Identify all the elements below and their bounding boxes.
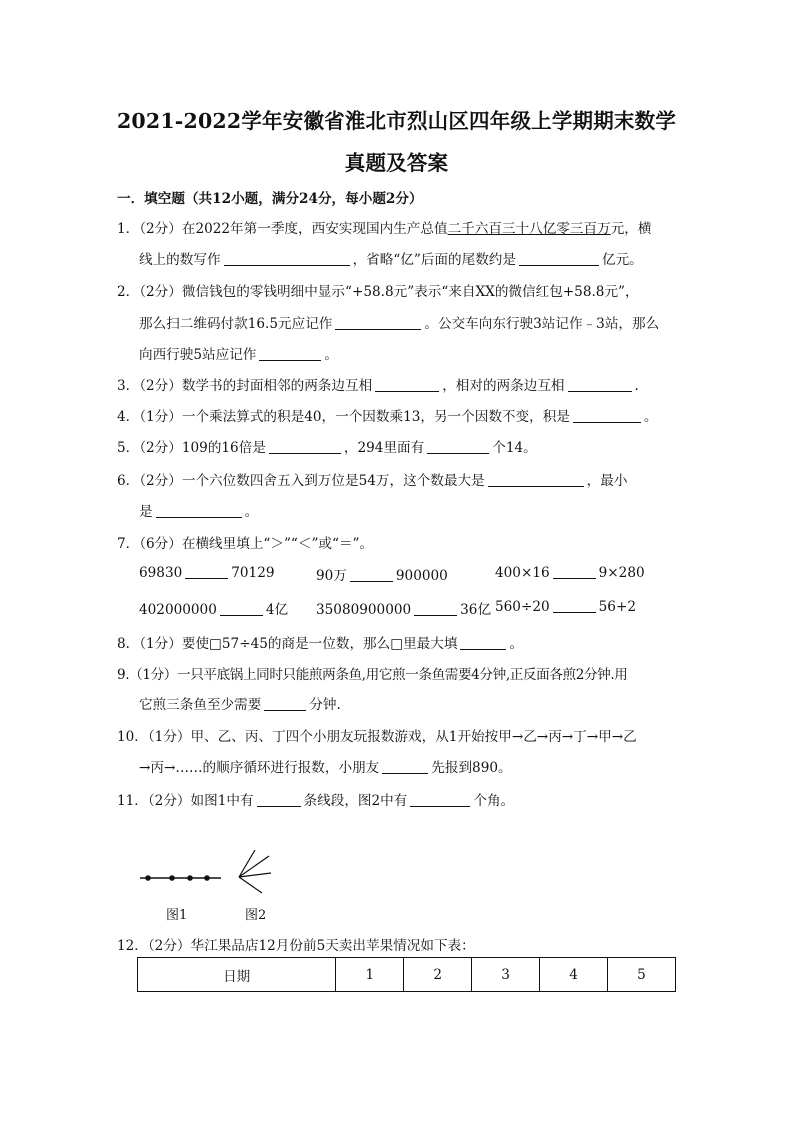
right-operand: 56+2 <box>598 599 636 615</box>
table-header-cell: 1 <box>336 958 404 992</box>
right-operand: 9×280 <box>598 565 645 581</box>
question-text: ，相对的两条边互相 <box>442 378 565 394</box>
question-text: 先报到890。 <box>431 760 512 776</box>
question-text: 11．（2分）如图1中有 <box>117 793 254 809</box>
question-text: . <box>634 378 639 394</box>
question-text: →丙→……的顺序循环进行报数，小朋友 <box>139 760 380 776</box>
table-header-cell: 3 <box>472 958 540 992</box>
page-title-line2: 真题及答案 <box>344 151 449 175</box>
page-title-line1: 2021-2022学年安徽省淮北市烈山区四年级上学期期末数学 <box>116 109 677 133</box>
left-operand: 90万 <box>316 568 347 584</box>
question-text: 元，横 <box>610 221 652 237</box>
segment-point <box>145 875 151 881</box>
question-text: 4．（1分）一个乘法算式的积是40，一个因数乘13，另一个因数不变，积是 <box>117 409 570 425</box>
question-text: 那么扫二维码付款16.5元应记作 <box>139 316 333 332</box>
figure-1-label: 图1 <box>166 908 188 923</box>
question-text: ，294里面有 <box>343 440 425 456</box>
segment-point <box>187 875 193 881</box>
figure-2-angles <box>239 850 271 893</box>
question-7: 7．（6分）在横线里填上“＞”“＜”或“＝”。 <box>117 536 374 552</box>
question-text: 条线段，图2中有 <box>303 793 408 809</box>
table-header-cell: 5 <box>608 958 676 992</box>
question-text: 。 <box>509 636 524 652</box>
table-header-cell: 4 <box>540 958 608 992</box>
question-text: 它煎三条鱼至少需要 <box>139 697 262 713</box>
table-row <box>138 958 676 992</box>
table-header-cell: 2 <box>404 958 472 992</box>
right-operand: 70129 <box>231 565 275 581</box>
right-operand: 900000 <box>395 568 448 584</box>
segment-point <box>169 875 175 881</box>
question-10-line1: 10．（1分）甲、乙、丙、丁四个小朋友玩报数游戏，从1开始按甲→乙→丙→丁→甲→乙 <box>117 729 637 745</box>
question-9-line1: 9.（1分）一只平底锅上同时只能煎两条鱼,用它煎一条鱼需要4分钟,正反面各煎2分钟.用 <box>117 667 628 683</box>
left-operand: 35080900000 <box>316 602 412 618</box>
table-header-cell: 日期 <box>138 958 336 992</box>
question-text: 8．（1分）要使□57÷45的商是一位数，那么□里最大填 <box>117 636 458 652</box>
question-text: 。 <box>643 409 658 425</box>
right-operand: 4亿 <box>265 602 289 618</box>
right-operand: 36亿 <box>460 602 492 618</box>
question-text: 个角。 <box>473 793 515 809</box>
underlined-text: 二千六百三十八亿零三百万 <box>447 221 611 237</box>
question-text: 是 <box>139 504 153 520</box>
left-operand: 69830 <box>139 565 183 581</box>
question-12: 12．（2分）华江果品店12月份前5天卖出苹果情况如下表： <box>117 938 475 954</box>
segment-point <box>204 875 210 881</box>
question-text: ，省略“亿”后面的尾数约是 <box>352 252 516 268</box>
left-operand: 560÷20 <box>495 599 550 615</box>
question-text: 。 <box>324 347 338 363</box>
question-text: ，最小 <box>586 473 628 489</box>
left-operand: 402000000 <box>139 602 217 618</box>
question-text: 线上的数写作 <box>139 252 221 268</box>
figure-2-label: 图2 <box>245 908 267 923</box>
question-text: 亿元。 <box>602 252 643 268</box>
question-text: 。公交车向东行驶3站记作﹣3站，那么 <box>424 316 660 332</box>
question-text: 分钟. <box>309 697 341 713</box>
question-text: 个14。 <box>492 440 537 456</box>
question-2-line1: 2．（2分）微信钱包的零钱明细中显示“+58.8元”表示“来自XX的微信红包+58.8元”， <box>117 284 639 300</box>
left-operand: 400×16 <box>495 565 550 581</box>
question-text: 3．（2分）数学书的封面相邻的两条边互相 <box>117 378 373 394</box>
question-text: 5．（2分）109的16倍是 <box>117 440 266 456</box>
question-text: 。 <box>244 504 259 520</box>
question-text: 向西行驶5站应记作 <box>139 347 257 363</box>
question-text: 6．（2分）一个六位数四舍五入到万位是54万，这个数最大是 <box>117 473 485 489</box>
section-heading: 一．填空题（共12小题，满分24分，每小题2分） <box>117 191 423 207</box>
sales-table <box>137 957 676 992</box>
figure-1-segments <box>140 875 221 881</box>
question-text: 1．（2分）在2022年第一季度，西安实现国内生产总值 <box>117 221 448 237</box>
